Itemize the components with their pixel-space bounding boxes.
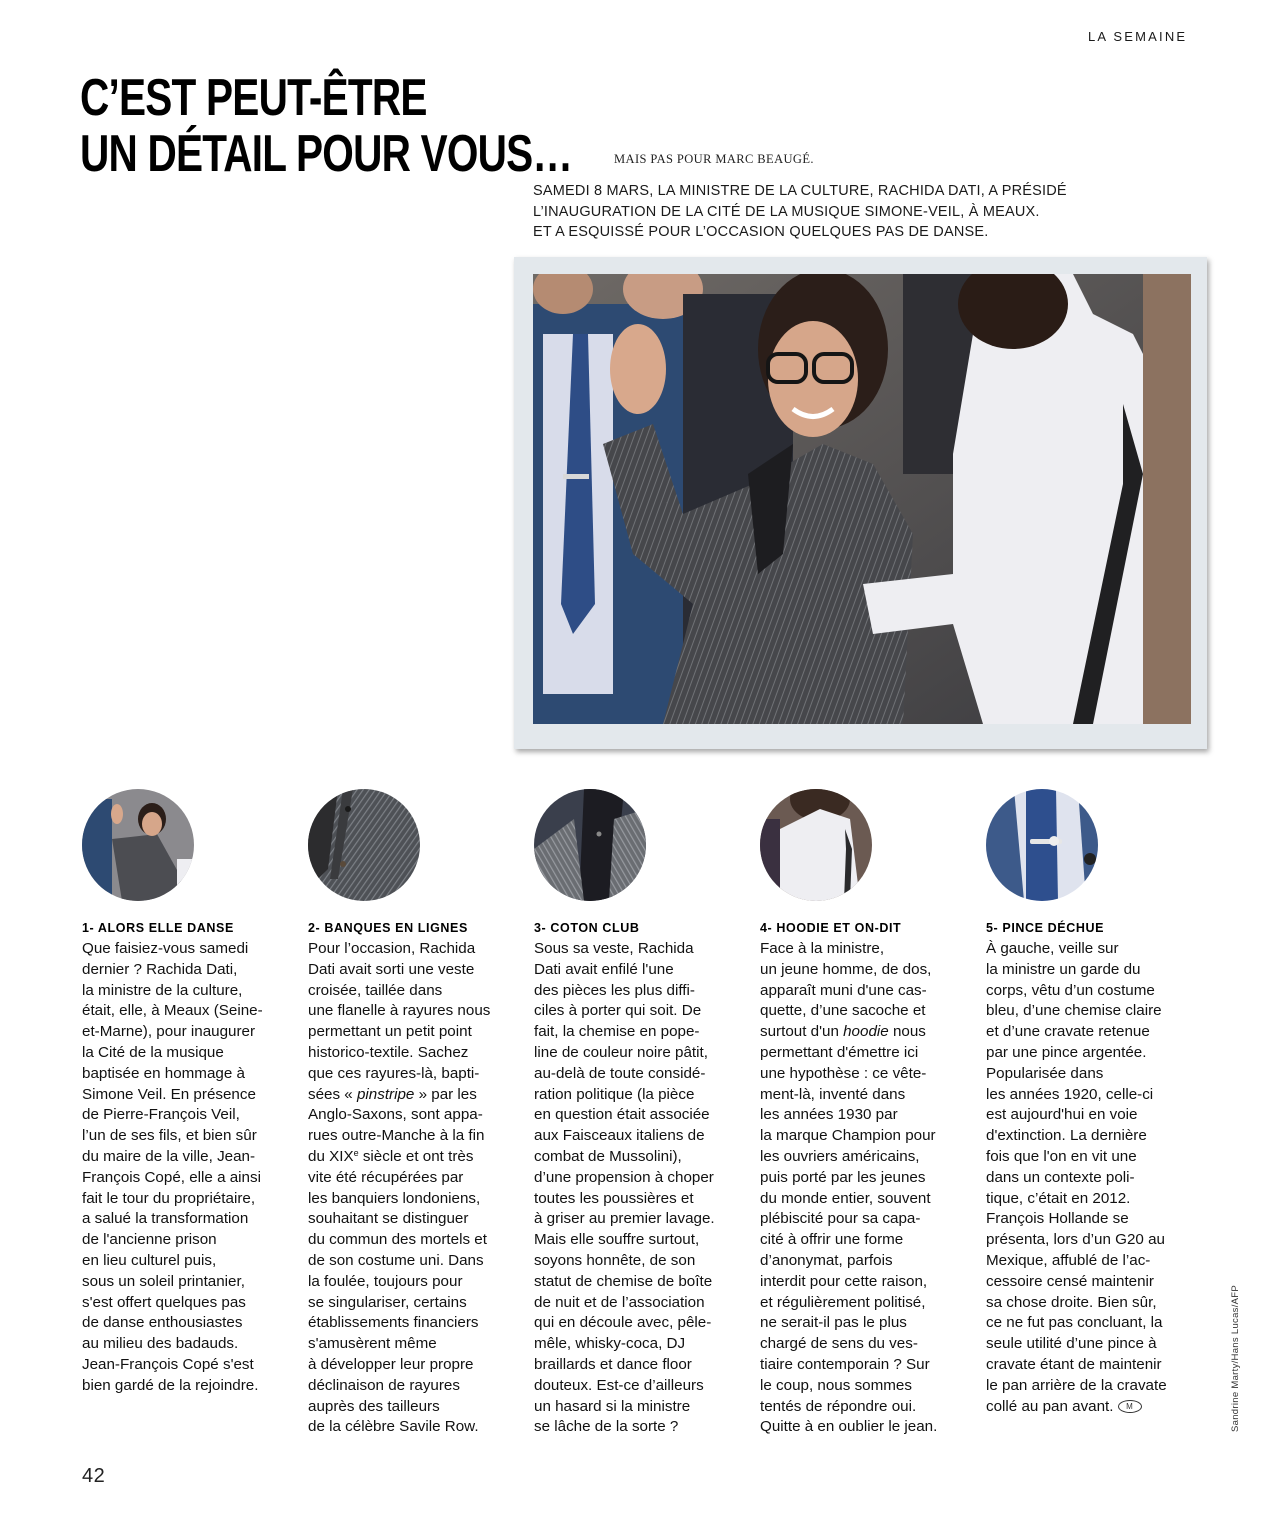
body-line: sous un soleil printanier,: [82, 1272, 245, 1290]
body-line: François Hollande se: [986, 1210, 1129, 1228]
body-line: Face à la ministre,: [760, 940, 885, 957]
body-line: la ministre un garde du: [986, 960, 1141, 978]
end-of-article-icon: M: [1118, 1400, 1142, 1413]
body-line: tique, c’était en 2012.: [986, 1189, 1131, 1207]
body-line: en question était associée: [534, 1106, 710, 1124]
body-line: Popularisée dans: [986, 1064, 1104, 1082]
column-body: [82, 939, 297, 1397]
body-line: de nuit et de l’association: [534, 1293, 705, 1311]
body-line: ration politique (la pièce: [534, 1085, 695, 1103]
body-line: douteux. Est-ce d’ailleurs: [534, 1376, 704, 1394]
body-line: baptisée en hommage à: [82, 1064, 245, 1082]
column-body: [986, 939, 1201, 1417]
body-line: par une pince argentée.: [986, 1043, 1147, 1061]
body-line: à développer leur propre: [308, 1355, 474, 1373]
body-line: l’un de ses fils, et bien sûr: [82, 1127, 257, 1145]
byline: MAIS PAS POUR MARC BEAUGÉ.: [614, 152, 814, 166]
column-title: 3- COTON CLUB: [534, 921, 640, 935]
body-line: les banquiers londoniens,: [308, 1189, 481, 1207]
body-line: Quitte à en oublier le jean.: [760, 1418, 938, 1436]
body-line: permettant d'émettre ici: [760, 1043, 919, 1061]
body-line: du maire de la ville, Jean-: [82, 1147, 256, 1165]
column-body: [760, 939, 975, 1438]
thumb-black-shirt-collar: [534, 789, 646, 901]
body-line: déclinaison de rayures: [308, 1376, 460, 1394]
body-line: était, elle, à Meaux (Seine-: [82, 1002, 263, 1020]
body-line: surtout d'un hoodie nous: [760, 1023, 926, 1041]
body-line: et-Marne), pour inaugurer: [82, 1023, 256, 1041]
body-line: et régulièrement politisé,: [760, 1293, 926, 1311]
body-line: tiaire contemporain ? Sur: [760, 1355, 930, 1373]
body-line: ciles à porter qui soit. De: [534, 1002, 702, 1020]
headline-line-1: C’EST PEUT-ÊTRE: [80, 69, 427, 127]
body-line: François Copé, elle a ainsi: [82, 1168, 261, 1186]
body-line: établissements financiers: [308, 1314, 479, 1332]
body-line: et d’une cravate retenue: [986, 1023, 1150, 1041]
column-title: 4- HOODIE ET ON-DIT: [760, 921, 902, 935]
body-line: tentés de répondre oui.: [760, 1397, 917, 1415]
body-line: présenta, lors d’un G20 au: [986, 1231, 1165, 1249]
body-line: de danse enthousiastes: [82, 1314, 243, 1332]
body-line: du commun des mortels et: [308, 1231, 487, 1249]
column-body: [308, 939, 523, 1438]
body-line: chargé de sens du ves-: [760, 1335, 918, 1353]
page-number: 42: [82, 1465, 106, 1487]
body-line: à griser au premier lavage.: [534, 1210, 715, 1228]
body-line: a salué la transformation: [82, 1210, 249, 1228]
column-title: 2- BANQUES EN LIGNES: [308, 921, 468, 935]
body-line: un hasard si la ministre: [534, 1397, 691, 1415]
body-line: rues outre-Manche à la fin: [308, 1127, 485, 1145]
body-line: vite été récupérées par: [308, 1168, 464, 1186]
body-line: de son costume uni. Dans: [308, 1251, 484, 1269]
body-line: de Pierre-François Veil,: [82, 1106, 240, 1124]
body-line: le coup, nous sommes: [760, 1376, 912, 1394]
main-photo: [533, 274, 1191, 724]
column-body: [534, 939, 749, 1438]
body-line: croisée, taillée dans: [308, 981, 443, 999]
body-line: sa chose droite. Bien sûr,: [986, 1293, 1157, 1311]
standfirst: [533, 181, 1153, 243]
section-label: LA SEMAINE: [1088, 29, 1188, 44]
body-line: Simone Veil. En présence: [82, 1085, 256, 1103]
body-line: d’anonymat, parfois: [760, 1251, 893, 1269]
body-line: les ouvriers américains,: [760, 1147, 920, 1165]
body-line: que ces rayures-là, bapti-: [308, 1064, 480, 1082]
body-line: s'est offert quelques pas: [82, 1293, 246, 1311]
main-photo-illustration: [533, 274, 1191, 724]
body-line: permettant un petit point: [308, 1023, 472, 1041]
column-title: 5- PINCE DÉCHUE: [986, 921, 1105, 935]
body-line: puis porté par les jeunes: [760, 1168, 926, 1186]
body-line: se singulariser, certains: [308, 1293, 467, 1311]
body-line: fait, la chemise en pope-: [534, 1023, 700, 1041]
body-line: cessoire censé maintenir: [986, 1272, 1154, 1290]
photo-credit: Sandrine Marty/Hans Lucas/AFP: [1230, 1284, 1241, 1432]
body-line: d’une propension à choper: [534, 1168, 714, 1186]
body-line: d'extinction. La dernière: [986, 1127, 1147, 1145]
body-line: ne serait-il pas le plus: [760, 1314, 907, 1332]
main-photo-frame: [514, 257, 1207, 749]
body-line: historico-textile. Sachez: [308, 1043, 469, 1061]
body-line: les années 1920, celle-ci: [986, 1085, 1154, 1103]
body-line: Mexique, affublé de l’ac-: [986, 1251, 1151, 1269]
body-line: plébiscité pour sa capa-: [760, 1210, 921, 1228]
body-line: dans un contexte poli-: [986, 1168, 1135, 1186]
body-line: la foulée, toujours pour: [308, 1272, 463, 1290]
body-line: toutes les poussières et: [534, 1189, 694, 1207]
body-line: combat de Mussolini),: [534, 1147, 682, 1165]
body-line: du monde entier, souvent: [760, 1189, 931, 1207]
body-line: ce ne fut pas concluant, la: [986, 1314, 1163, 1332]
body-line: de l'ancienne prison: [82, 1231, 217, 1249]
body-line: mêle, whisky-coca, DJ: [534, 1335, 686, 1353]
body-line: souhaitant se distinguer: [308, 1210, 469, 1228]
body-line: s'amusèrent même: [308, 1335, 437, 1353]
standfirst-line: ET A ESQUISSÉ POUR L’OCCASION QUELQUES PAS DE DANSE.: [533, 224, 989, 240]
body-line: la Cité de la musique: [82, 1043, 224, 1061]
standfirst-line: SAMEDI 8 MARS, LA MINISTRE DE LA CULTURE, RACHIDA DATI, A PRÉSIDÉ: [533, 183, 1067, 199]
body-line: Que faisiez-vous samedi: [82, 940, 249, 957]
body-line: Anglo-Saxons, sont appa-: [308, 1106, 483, 1124]
body-line: Dati avait enfilé l'une: [534, 960, 674, 978]
body-line: Pour l’occasion, Rachida: [308, 940, 476, 957]
body-line: un jeune homme, de dos,: [760, 960, 932, 978]
body-line: interdit pour cette raison,: [760, 1272, 928, 1290]
thumb-tie-clip: [986, 789, 1098, 901]
body-line: une hypothèse : ce vête-: [760, 1064, 927, 1082]
headline: [80, 70, 572, 182]
body-line: soyons honnête, de son: [534, 1251, 696, 1269]
body-line-last: [986, 1397, 1201, 1418]
body-line: de la célèbre Savile Row.: [308, 1418, 479, 1436]
body-line: en lieu culturel puis,: [82, 1251, 217, 1269]
body-line: Dati avait sorti une veste: [308, 960, 475, 978]
body-line: du XIXe siècle et ont très: [308, 1147, 474, 1165]
body-line: cité à offrir une forme: [760, 1231, 904, 1249]
body-line: braillards et dance floor: [534, 1355, 692, 1373]
body-line: Sous sa veste, Rachida: [534, 940, 694, 957]
body-line: sées « pinstripe » par les: [308, 1085, 477, 1103]
body-line: au milieu des badauds.: [82, 1335, 239, 1353]
body-line: bleu, d’une chemise claire: [986, 1002, 1162, 1020]
body-line: la marque Champion pour: [760, 1127, 936, 1145]
body-line-text: collé au pan avant.: [986, 1397, 1114, 1415]
body-line: est aujourd'hui en voie: [986, 1106, 1138, 1124]
body-line: fois que l'on en vit une: [986, 1147, 1137, 1165]
body-line: Mais elle souffre surtout,: [534, 1231, 700, 1249]
standfirst-line: L’INAUGURATION DE LA CITÉ DE LA MUSIQUE SIMONE-VEIL, À MEAUX.: [533, 203, 1040, 220]
body-line: statut de chemise de boîte: [534, 1272, 713, 1290]
body-line: seule utilité d’une pince à: [986, 1335, 1157, 1353]
body-line: qui en découle avec, pêle-: [534, 1314, 712, 1332]
body-line: corps, vêtu d’un costume: [986, 981, 1155, 999]
body-line: auprès des tailleurs: [308, 1397, 440, 1415]
thumb-pinstripe-sleeve: [308, 789, 420, 901]
body-line: les années 1930 par: [760, 1106, 898, 1124]
body-line: bien gardé de la rejoindre.: [82, 1376, 259, 1394]
body-line: fait le tour du propriétaire,: [82, 1189, 256, 1207]
body-line: la ministre de la culture,: [82, 981, 243, 999]
body-line: cravate étant de maintenir: [986, 1355, 1162, 1373]
body-line: Jean-François Copé s'est: [82, 1355, 254, 1373]
body-line: aux Faisceaux italiens de: [534, 1127, 705, 1145]
body-line: au-delà de toute considé-: [534, 1064, 706, 1082]
body-line: quette, d’une sacoche et: [760, 1002, 926, 1020]
body-line: des pièces les plus diffi-: [534, 981, 695, 999]
body-line: ment-là, inventé dans: [760, 1085, 906, 1103]
body-line: une flanelle à rayures nous: [308, 1002, 491, 1020]
headline-line-2: UN DÉTAIL POUR VOUS…: [80, 125, 573, 183]
body-line: le pan arrière de la cravate: [986, 1376, 1167, 1394]
body-line: se lâche de la sorte ?: [534, 1418, 679, 1436]
column-title: 1- ALORS ELLE DANSE: [82, 921, 234, 935]
tie-clip: [563, 474, 589, 479]
thumb-white-hoodie: [760, 789, 872, 901]
body-line: À gauche, veille sur: [986, 940, 1119, 957]
body-line: apparaît muni d'une cas-: [760, 981, 927, 999]
thumb-full-scene: [82, 789, 194, 901]
body-line: line de couleur noire pâtit,: [534, 1043, 708, 1061]
body-line: dernier ? Rachida Dati,: [82, 960, 238, 978]
